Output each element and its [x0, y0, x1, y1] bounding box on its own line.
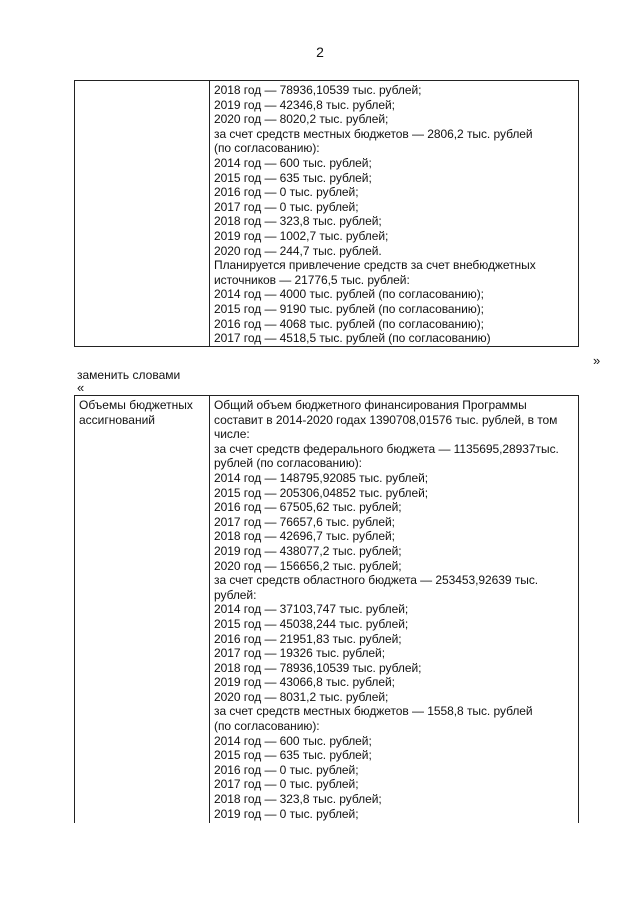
text-line: 2016 год — 21951,83 тыс. рублей;: [214, 631, 402, 646]
text-line: 2019 год — 42346,8 тыс. рублей;: [214, 97, 395, 112]
table-row: [75, 81, 579, 347]
text-line: числе:: [214, 427, 250, 442]
text-line: 2020 год — 8031,2 тыс. рублей;: [214, 689, 389, 704]
text-line: 2017 год — 76657,6 тыс. рублей;: [214, 514, 395, 529]
text-line: (по согласованию):: [214, 719, 320, 734]
top-right-cell: [210, 81, 579, 347]
text-line: 2017 год — 19326 тыс. рублей;: [214, 646, 385, 661]
text-line: за счет средств местных бюджетов — 2806,2 тыс. рублей: [214, 126, 533, 141]
budget-allocations-label-cell: [75, 396, 210, 824]
text-line: 2017 год — 0 тыс. рублей;: [214, 199, 359, 214]
text-line: Общий объем бюджетного финансирования Программы: [214, 398, 527, 412]
text-line: 2016 год — 67505,62 тыс. рублей;: [214, 500, 402, 515]
text-line: 2014 год — 600 тыс. рублей;: [214, 155, 372, 170]
text-line: 2015 год — 45038,244 тыс. рублей;: [214, 616, 409, 631]
text-line: 2018 год — 323,8 тыс. рублей;: [214, 792, 382, 807]
label-line: Объемы бюджетных: [79, 398, 193, 412]
table-row: [75, 396, 579, 824]
text-line: рублей (по согласованию):: [214, 456, 362, 471]
text-line: 2017 год — 4518,5 тыс. рублей (по согласованию): [214, 331, 491, 346]
replace-words-text: заменить словами: [77, 368, 181, 382]
text-line: 2014 год — 37103,747 тыс. рублей;: [214, 602, 409, 617]
text-line: 2019 год — 43066,8 тыс. рублей;: [214, 675, 395, 690]
text-line: 2020 год — 8020,2 тыс. рублей;: [214, 112, 389, 127]
text-line: 2020 год — 156656,2 тыс. рублей;: [214, 558, 402, 573]
opening-quote: «: [77, 380, 85, 395]
text-line: 2017 год — 0 тыс. рублей;: [214, 777, 359, 792]
text-line: (по согласованию):: [214, 141, 320, 156]
text-line: 2016 год — 0 тыс. рублей;: [214, 762, 359, 777]
text-line: 2014 год — 4000 тыс. рублей (по согласованию);: [214, 287, 484, 302]
text-line: за счет средств областного бюджета — 253453,92639 тыс.: [214, 573, 539, 588]
text-line: 2014 год — 148795,92085 тыс. рублей;: [214, 470, 429, 485]
text-line: 2016 год — 0 тыс. рублей;: [214, 185, 359, 200]
text-line: 2015 год — 635 тыс. рублей;: [214, 748, 372, 763]
text-line: Планируется привлечение средств за счет внебюджетных: [214, 258, 536, 273]
text-line: 2018 год — 78936,10539 тыс. рублей;: [214, 660, 422, 675]
bottom-financing-table: [74, 395, 579, 823]
text-line: составит в 2014-2020 годах 1390708,01576 тыс. рублей, в том: [214, 412, 558, 427]
text-line: 2015 год — 635 тыс. рублей;: [214, 170, 372, 185]
budget-allocations-value-cell: [210, 396, 579, 824]
text-line: 2019 год — 1002,7 тыс. рублей;: [214, 228, 389, 243]
text-line: за счет средств федерального бюджета — 1135695,28937тыс.: [214, 441, 559, 456]
text-line: 2019 год — 438077,2 тыс. рублей;: [214, 543, 402, 558]
text-line: рублей:: [214, 587, 257, 602]
top-left-cell: [75, 81, 210, 347]
text-line: за счет средств местных бюджетов — 1558,8 тыс. рублей: [214, 704, 533, 719]
text-line: источников — 21776,5 тыс. рублей:: [214, 272, 410, 287]
text-line: 2019 год — 0 тыс. рублей;: [214, 806, 359, 821]
text-line: 2018 год — 78936,10539 тыс. рублей;: [214, 83, 422, 97]
page-number: 2: [316, 44, 324, 60]
text-line: 2018 год — 42696,7 тыс. рублей;: [214, 529, 395, 544]
text-line: 2016 год — 4068 тыс. рублей (по согласованию);: [214, 316, 484, 331]
text-line: 2015 год — 205306,04852 тыс. рублей;: [214, 485, 429, 500]
closing-quote: »: [593, 353, 601, 368]
top-financing-table: [74, 80, 579, 347]
label-line: ассигнований: [79, 412, 156, 427]
text-line: 2020 год — 244,7 тыс. рублей.: [214, 243, 382, 258]
text-line: 2015 год — 9190 тыс. рублей (по согласованию);: [214, 301, 484, 316]
text-line: 2018 год — 323,8 тыс. рублей;: [214, 214, 382, 229]
text-line: 2014 год — 600 тыс. рублей;: [214, 733, 372, 748]
